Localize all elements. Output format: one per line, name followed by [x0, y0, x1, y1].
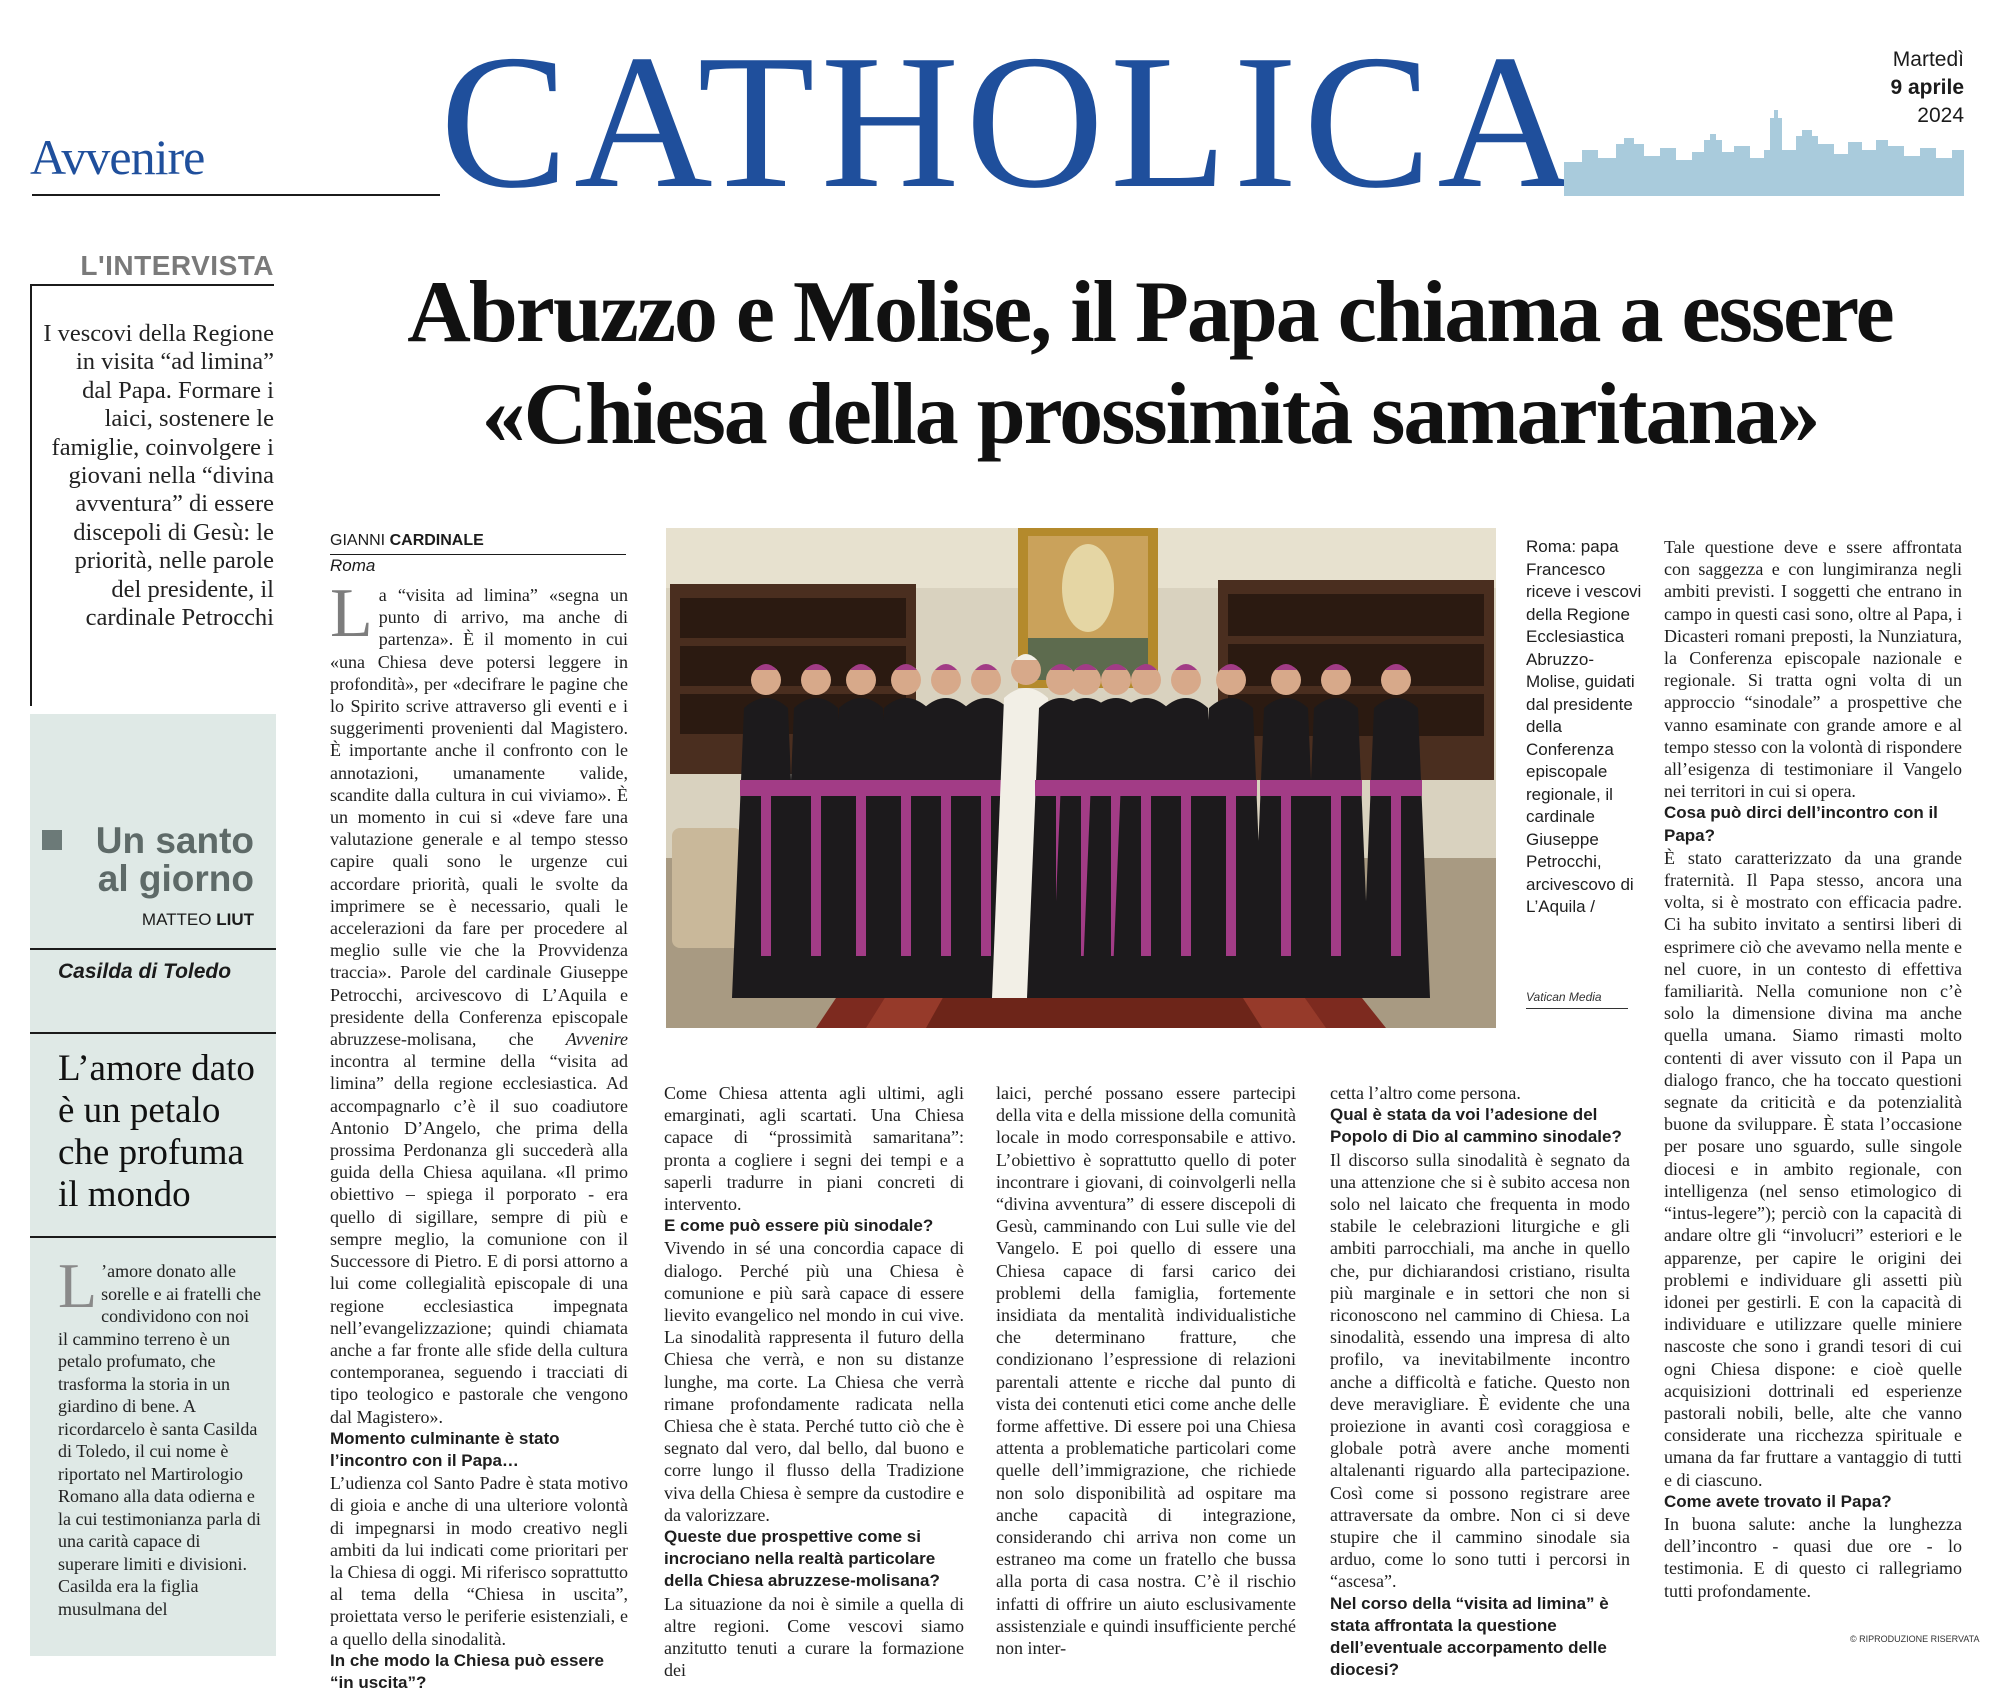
santo-author — [70, 910, 254, 930]
article-column-1 — [330, 575, 629, 1694]
santo-column-title: Un santo al giorno — [95, 820, 254, 899]
newspaper-name: Avvenire — [565, 1029, 629, 1050]
kicker-rule — [30, 284, 274, 286]
dropcap: L — [330, 575, 373, 652]
bishops-with-pope-photo — [666, 528, 1496, 1028]
date-main: 9 aprile — [1890, 76, 1964, 99]
article-column-3 — [996, 1082, 1296, 1659]
paragraph: In buona salute: anche la lunghezza dell’incontro - quasi due ore - lo testimonia. E di questo ci rallegriamo tutti profondamente. — [1664, 1513, 1962, 1601]
logo-rule — [32, 194, 440, 196]
byline-last: CARDINALE — [389, 532, 484, 549]
santo-body-text — [58, 1250, 262, 1620]
paragraph: La “visita ad limina” «segna un punto di arrivo, ma anche di partenza». È il momento in cui «una Chiesa deve potersi leggere in profondità», per «decifrare le pagine che lo Spirito scrive attraverso gli eventi e i suggerimenti provenienti dal Magistero. È importante anche il confronto con le annotazioni, umanamente valide, scandite dalla cultura in cui viviamo». È un momento in cui si «deve fare una valutazione generale e al tempo stesso capire quali sono le urgenze cui accordare priorità, quali le svolte da imprimere se è necessario, quali le accelerazioni da fare per procedere al meglio sulle vie che la Provvidenza traccia». Parole del cardinale Giuseppe Petrocchi, arcivescovo di L’Aquila e presidente della Conferenza episcopale abruzzese-molisana, che Avvenire incontra al termine della “visita ad limina” della regione ecclesiastica. Ad accompagnarlo c’è il suo coadiutore Antonio D’Angelo, che prima della prossima Perdonanza gli succederà alla guida della Chiesa aquilana. «Il primo obiettivo – spiega il porporato - era quello di sigillare, sempre di più e sempre meglio, la comunione con il Successore di Pietro. E di porsi attorno a lui come collegialità episcopale di una regione ecclesiastica impegnata nell’evangelizzazione; quindi chiamata anche a far fronte alle sfide della cultura contemporanea, seguendo i tracciati di tipo teologico e pastorale che vengono dal Magistero». — [330, 575, 629, 1427]
section-kicker: L'INTERVISTA — [80, 250, 274, 281]
article-headline[interactable] — [330, 262, 1970, 466]
paragraph: Come Chiesa attenta agli ultimi, agli emarginati, agli scartati. Una Chiesa capace di “prossimità samaritana”: pronta a cogliere i segni dei tempi e a saperli tradurre in piani concreti di intervento. — [664, 1083, 964, 1215]
dateline: Roma — [330, 556, 376, 575]
santo-author-first: MATTEO — [141, 910, 212, 929]
paragraph: È stato caratterizzato da una grande fraternità. Il Papa stesso, ancora una volta, si è mostrato con efficacia padre. Ci ha subito invitato a sentirsi liberi di esprimere ciò che avevamo nella mente e nel cuore, in un contesto di effettiva familiarità. Nella comunione non c’è solo la dimensione divina ma anche quella umana. Siamo rimasti molto contenti di aver vissuto con il Papa un dialogo franco, che ha toccato questioni segnate da criticità e da potenzialità buone da sviluppare. È stata l’occasione per posare uno sguardo, sulle singole diocesi e in ambito regionale, con intelligenza (nel senso etimologico di “intus-legere”); perciò con la capacità di andare oltre gli “involucri” esteriori e le apparenze, per capire le origini dei problemi e individuare gli assetti più idonei per gestirli. E con la capacità di individuare e utilizzare quelle miniere nascoste che sono i grandi tesori di cui ogni Chiesa dispone: e cioè quelle acquisizioni dottrinali ed esperienze pastorali nobili, belle, alte che vanno considerate una ricchezza spirituale e umana da far fruttare a vantaggio di tutti e di ciascuno. — [1664, 847, 1962, 1490]
interview-question: Come avete trovato il Papa? — [1664, 1491, 1892, 1511]
divider — [30, 948, 276, 950]
photo-credit: Vatican Media — [1526, 990, 1602, 1004]
interview-question: Queste due prospettive come si incrociano nella realtà particolare della Chiesa abruzzese-molisana? — [664, 1527, 940, 1591]
headline-line-1: Abruzzo e Molise, il Papa chiama a essere — [407, 264, 1893, 361]
byline-rule — [330, 554, 626, 555]
byline — [330, 532, 484, 550]
article-column-4 — [1330, 1082, 1630, 1681]
date-day: Martedì — [1892, 48, 1964, 71]
interview-question: E come può essere più sinodale? — [664, 1216, 934, 1236]
date-year: 2024 — [1917, 104, 1964, 127]
city-skyline-icon — [1564, 100, 1964, 196]
interview-question: Nel corso della “visita ad limina” è stata affrontata la questione dell’eventuale accorpamento delle diocesi? — [1330, 1593, 1609, 1680]
headline-line-2: «Chiesa della prossimità samaritana» — [481, 366, 1819, 463]
paragraph: laici, perché possano essere partecipi della vita e della missione della comunità locale in modo corresponsabile e attivo. L’obiettivo è soprattutto quello di poter incontrare i giovani, di coinvolgerli nella “divina avventura” di essere discepoli di Gesù, camminando con Lui sulle vie del Vangelo. E poi quello di essere una Chiesa capace di farsi carico dei problemi della famiglia, fortemente insidiata da mentalità individualistiche che determinano fratture, che condizionano l’espressione di relazioni parentali attente e ricche dal punto di vista dei contenuti etici come anche delle forme affettive. Di essere poi una Chiesa attenta a problematiche particolari come quelle dell’immigrazione, che richiede non solo disponibilità ad ospitare ma anche capacità di integrazione, considerando chi arriva non come un estraneo ma come un fratello che bussa alla porta di casa nostra. C’è il rischio infatti di offrire un aiuto esclusivamente assistenziale e quindi insufficiente perché non inter- — [996, 1083, 1296, 1659]
interview-question: Cosa può dirci dell’incontro con il Papa? — [1664, 803, 1938, 845]
caption-rule — [1526, 1008, 1628, 1009]
photo-caption: Roma: papa Francesco riceve i vescovi della Regione Ecclesiastica Abruzzo-Molise, guidati dal presidente della Conferenza episcopale regionale, il cardinale Giuseppe Petrocchi, arcivescovo di L’Aquila / — [1526, 537, 1642, 916]
article-summary: I vescovi della Regione in visita “ad limina” dal Papa. Formare i laici, sostenere le famiglie, coinvolgere i giovani nella “divina avventura” di essere discepoli di Gesù: le priorità, nelle parole del presidente, il cardinale Petrocchi — [43, 320, 274, 632]
interview-question: Qual è stata da voi l’adesione del Popolo di Dio al cammino sinodale? — [1330, 1105, 1622, 1147]
paragraph: Tale questione deve e ssere affrontata con saggezza e con lungimiranza negli ambiti previsti. I soggetti che entrano in campo in questi casi sono, oltre al Papa, i Dicasteri romani preposti, la Nunziatura, la Conferenza episcopale nazionale e regionale. Si tratta ogni volta di un approccio “sinodale” a prospettive che vanno esaminate con grande amore e al tempo stesso con la volontà di rispondere all’esigenza di testimoniare il Vangelo nei territori in cui si opera. — [1664, 537, 1962, 802]
paragraph: Vivendo in sé una concordia capace di dialogo. Perché più una Chiesa è comunione e più sarà capace di essere lievito evangelico nel mondo in cui vive. La sinodalità rappresenta il futuro della Chiesa che verrà, e non su distanze lunghe, ma corte. La Chiesa che verrà rimane profondamente radicata nella Chiesa che è stata. Perché tutto ciò che è segnato dal vero, dal bello, dal buono e corre lungo il flusso della Tradizione viva della Chiesa è sempre da custodire e da valorizzare. — [664, 1238, 964, 1525]
article-column-5 — [1664, 536, 1962, 1602]
santo-headline[interactable]: L’amore dato è un petalo che profuma il mondo — [58, 1048, 255, 1215]
article-column-2 — [664, 1082, 964, 1681]
byline-first: GIANNI — [330, 532, 386, 549]
santo-author-last: LIUT — [216, 910, 254, 929]
interview-question: Momento culminante è stato l’incontro con il Papa… — [330, 1428, 560, 1470]
square-bullet-icon — [42, 830, 62, 850]
copyright-notice: © RIPRODUZIONE RISERVATA — [1850, 1634, 1980, 1644]
divider — [30, 1236, 276, 1238]
paragraph: Il discorso sulla sinodalità è segnato da una attenzione che si è subito accesa non solo nel laicato che frequenta in modo stabile le celebrazioni liturgiche e gli ambiti parrocchiali, ma anche in quello che, pur dichiarandosi cristiano, risulta più marginale e in settori che non si riconoscono nel cammino di Chiesa. La sinodalità, essendo una impresa di alto profilo, va inevitabilmente incontro anche a difficoltà e fatiche. Questo non deve meravigliare. È evidente che una proiezione in avanti così coraggiosa e globale potrà avere anche momenti altalenanti riguardo alla partecipazione. Così come si possono registrare aree attraversate da ombre. Non ci si deve stupire che il cammino sinodale sia arduo, come lo sono tutti i percorsi in “ascesa”. — [1330, 1149, 1630, 1592]
paragraph: La situazione da noi è simile a quella di altre regioni. Come vescovi siamo anzitutto tenuti a curare la formazione dei — [664, 1593, 964, 1681]
divider — [30, 1032, 276, 1034]
lede-border — [30, 286, 32, 706]
paragraph: cetta l’altro come persona. — [1330, 1083, 1521, 1103]
santo-body: ’amore donato alle sorelle e ai fratelli che condividono con noi il cammino terreno è un petalo profumato, che trasforma la storia in un giardino di bene. A ricordarcelo è santa Casilda di Toledo, il cui nome è riportato nel Martirologio Romano alla data odierna e la cui testimonianza parla di una carità capace di superare limiti e divisioni. Casilda era la figlia musulmana del — [58, 1261, 262, 1619]
paragraph: L’udienza col Santo Padre è stata motivo di gioia e anche di una ulteriore volontà di impegnarsi in modo creativo negli ambiti da lui indicati come prioritari per la Chiesa di oggi. Mi riferisco soprattutto al tema della “Chiesa in uscita”, proiettata verso le periferie esistenziali, e a quello della sinodalità. — [330, 1473, 628, 1649]
interview-question: In che modo la Chiesa può essere “in uscita”? — [330, 1650, 604, 1692]
saint-name: Casilda di Toledo — [58, 960, 232, 983]
dropcap: L — [58, 1250, 98, 1321]
avvenire-logo[interactable]: Avvenire — [30, 129, 205, 185]
section-masthead-title: CATHOLICA — [440, 15, 1582, 228]
